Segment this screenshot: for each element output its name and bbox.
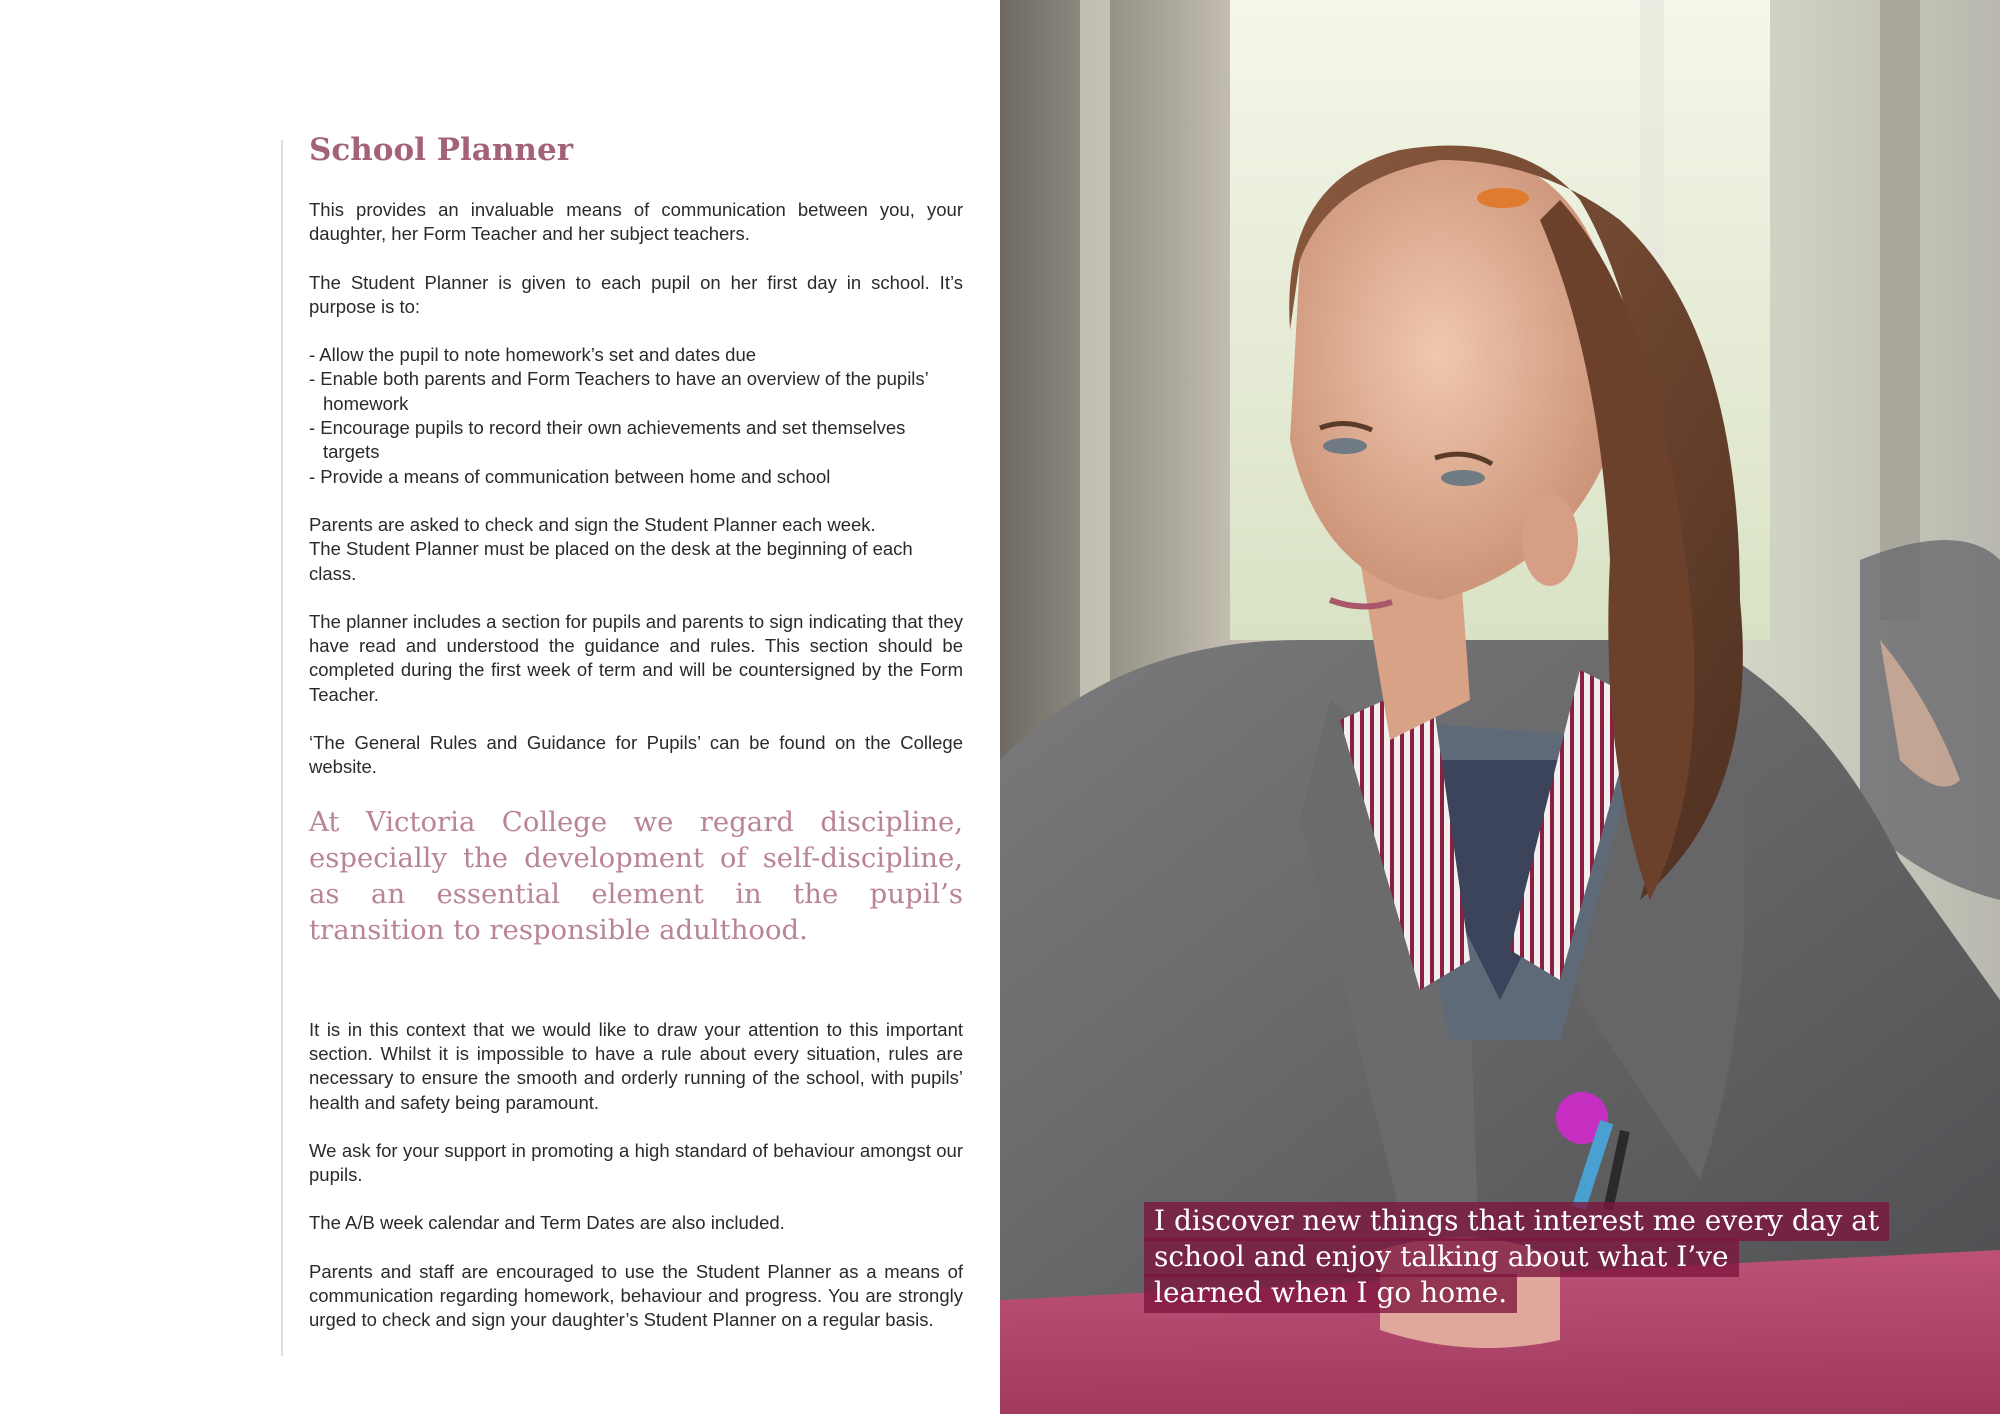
pull-quote: At Victoria College we regard discipline, especially the development of self-discipline, as an essential element in the pupil’s transition to responsible adulthood. [309,805,963,946]
paragraph-context: It is in this context that we would like to draw your attention to this important section. Whilst it is impossible to have a rule about every situation, rules are necessary to ensure the smooth and orderly running of the school, with pupils’ health and safety being paramount. [309,1018,963,1113]
paragraph-planner-section: The planner includes a section for pupils and parents to sign indicating that they have read and understood the guidance and rules. This section should be completed during the first week of term and will be countersigned by the Form Teacher. [309,610,963,705]
paragraph-sign-line2: The Student Planner must be placed on the desk at the beginning of each class. [309,538,913,584]
purpose-list [309,343,963,489]
paragraph-support: We ask for your support in promoting a high standard of behaviour amongst our pupils. [309,1139,963,1186]
vertical-divider [281,140,283,1356]
list-item: - Allow the pupil to note homework’s set and dates due [309,344,757,366]
photo-caption [1144,1203,1974,1311]
paragraph-rules-website: ‘The General Rules and Guidance for Pupils’ can be found on the College website. [309,732,963,778]
article-content [309,130,963,1357]
caption-line1: I discover new things that interest me every day at [1144,1202,1889,1241]
paragraph-encourage: Parents and staff are encouraged to use the Student Planner as a means of communication regarding homework, behaviour and progress. You are strongly urged to check and sign your daughter’s Student Planner on a regular basis. [309,1260,963,1331]
paragraph-sign-line1: Parents are asked to check and sign the Student Planner each week. [309,513,876,535]
list-item: - Provide a means of communication between home and school [309,465,831,487]
paragraph-calendar: The A/B week calendar and Term Dates are also included. [309,1212,785,1234]
list-item: - Enable both parents and Form Teachers to have an overview of the pupils’ homework [309,368,929,414]
caption-line3: learned when I go home. [1144,1274,1517,1313]
list-item: - Encourage pupils to record their own achievements and set themselves targets [309,417,906,463]
paragraph-intro: This provides an invaluable means of communication between you, your daughter, her Form Teacher and her subject teachers. [309,199,963,245]
paragraph-purpose: The Student Planner is given to each pupil on her first day in school. It’s purpose is to: [309,271,963,317]
caption-line2: school and enjoy talking about what I’ve [1144,1238,1739,1277]
page-title: School Planner [309,132,574,168]
paragraph-sign [309,513,963,586]
